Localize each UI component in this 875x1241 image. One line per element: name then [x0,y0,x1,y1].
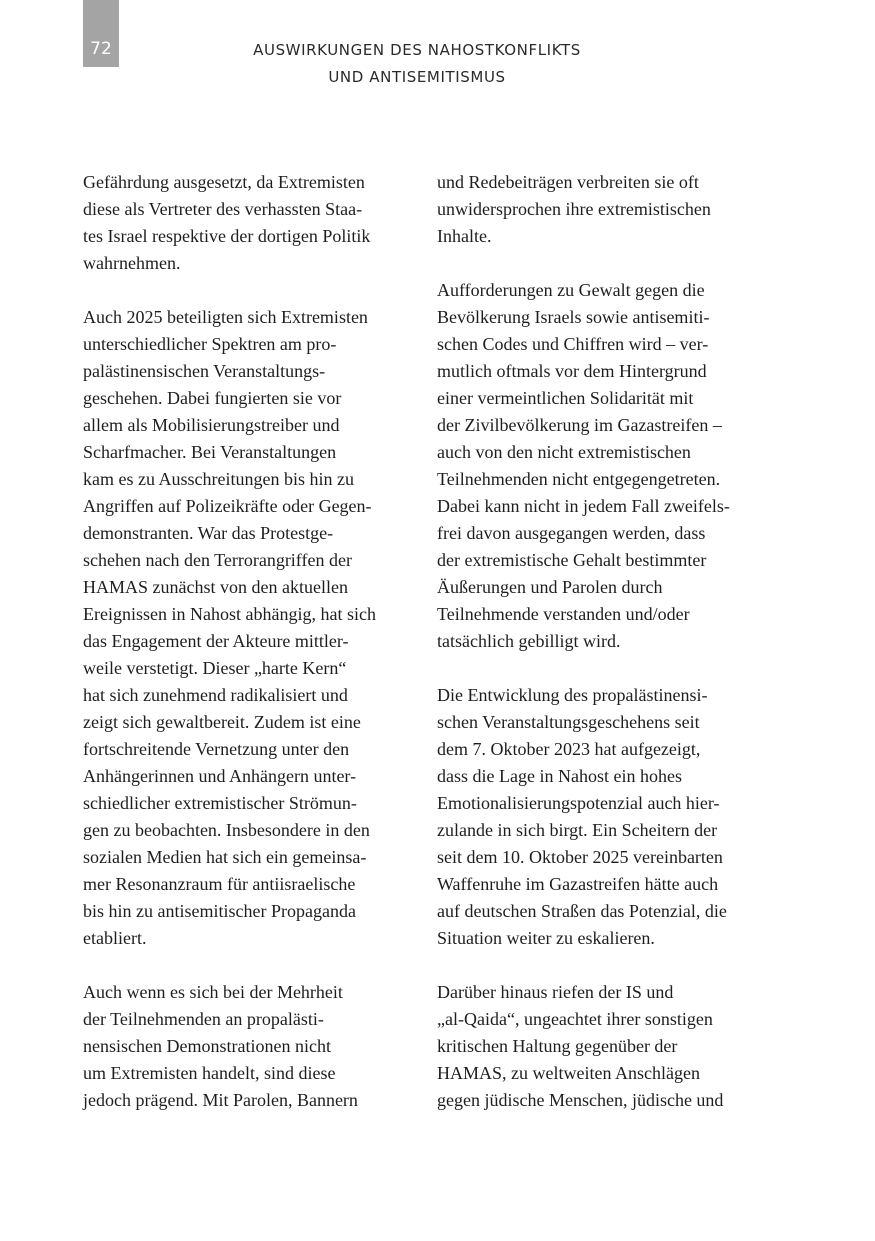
text-line: allem als Mobilisierungstreiber und [83,415,340,435]
text-line: jedoch prägend. Mit Parolen, Bannern [83,1090,358,1110]
text-line: diese als Vertreter des verhassten Staa- [83,199,363,219]
text-line: dem 7. Oktober 2023 hat aufgezeigt, [437,739,701,759]
text-line: Dabei kann nicht in jedem Fall zweifels- [437,496,730,516]
text-line: unwidersprochen ihre extremistischen [437,199,711,219]
text-line: und Redebeiträgen verbreiten sie oft [437,172,699,192]
text-line: etabliert. [83,928,147,948]
running-head-line-1: AUSWIRKUNGEN DES NAHOSTKONFLIKTS [253,41,581,59]
left-column [83,169,413,1141]
text-line: nensischen Demonstrationen nicht [83,1036,331,1056]
text-line: der Teilnehmenden an propalästi- [83,1009,324,1029]
text-line: Aufforderungen zu Gewalt gegen die [437,280,705,300]
text-line: hat sich zunehmend radikalisiert und [83,685,348,705]
body-paragraph [83,169,413,277]
page-number: 72 [83,0,119,67]
text-line: demonstranten. War das Protestge- [83,523,334,543]
text-line: Teilnehmenden nicht entgegengetreten. [437,469,721,489]
body-paragraph [437,169,767,250]
text-line: kam es zu Ausschreitungen bis hin zu [83,469,354,489]
text-line: Ereignissen in Nahost abhängig, hat sich [83,604,376,624]
text-line: „al-Qaida“, ungeachtet ihrer sonstigen [437,1009,713,1029]
text-line: tatsächlich gebilligt wird. [437,631,621,651]
text-line: zulande in sich birgt. Ein Scheitern der [437,820,718,840]
text-line: bis hin zu antisemitischer Propaganda [83,901,356,921]
text-line: tes Israel respektive der dortigen Politik [83,226,371,246]
text-line: schehen nach den Terrorangriffen der [83,550,352,570]
body-paragraph [83,979,413,1114]
text-line: unterschiedlicher Spektren am pro- [83,334,337,354]
text-line: Darüber hinaus riefen der IS und [437,982,674,1002]
text-line: Angriffen auf Polizeikräfte oder Gegen- [83,496,372,516]
text-line: Äußerungen und Parolen durch [437,577,663,597]
text-line: Auch 2025 beteiligten sich Extremisten [83,307,368,327]
text-line: mutlich oftmals vor dem Hintergrund [437,361,707,381]
text-line: Scharfmacher. Bei Veranstaltungen [83,442,337,462]
text-line: geschehen. Dabei fungierten sie vor [83,388,342,408]
text-line: Inhalte. [437,226,492,246]
text-line: Waffenruhe im Gazastreifen hätte auch [437,874,719,894]
body-paragraph [437,979,767,1114]
text-line: der extremistische Gehalt bestimmter [437,550,707,570]
text-line: schiedlicher extremistischer Strömun- [83,793,357,813]
text-line: mer Resonanzraum für antiisraelische [83,874,356,894]
text-line: Teilnehmende verstanden und/oder [437,604,690,624]
body-paragraph [437,682,767,952]
text-line: zeigt sich gewaltbereit. Zudem ist eine [83,712,361,732]
text-line: Auch wenn es sich bei der Mehrheit [83,982,343,1002]
text-line: Bevölkerung Israels sowie antisemiti- [437,307,710,327]
text-line: schen Veranstaltungsgeschehens seit [437,712,700,732]
text-line: kritischen Haltung gegenüber der [437,1036,678,1056]
text-line: einer vermeintlichen Solidarität mit [437,388,694,408]
text-line: seit dem 10. Oktober 2025 vereinbarten [437,847,723,867]
text-line: Emotionalisierungspotenzial auch hier- [437,793,720,813]
text-line: schen Codes und Chiffren wird – ver- [437,334,709,354]
text-line: Situation weiter zu eskalieren. [437,928,655,948]
right-column [437,169,767,1141]
running-head [200,37,634,91]
text-line: fortschreitende Vernetzung unter den [83,739,350,759]
text-line: gegen jüdische Menschen, jüdische und [437,1090,724,1110]
text-line: Gefährdung ausgesetzt, da Extremisten [83,172,365,192]
text-line: HAMAS, zu weltweiten Anschlägen [437,1063,700,1083]
text-line: HAMAS zunächst von den aktuellen [83,577,348,597]
text-line: wahrnehmen. [83,253,181,273]
text-line: palästinensischen Veranstaltungs- [83,361,326,381]
text-line: das Engagement der Akteure mittler- [83,631,349,651]
text-line: gen zu beobachten. Insbesondere in den [83,820,370,840]
text-line: Anhängerinnen und Anhängern unter- [83,766,357,786]
running-head-line-2: UND ANTISEMITISMUS [328,68,506,86]
text-line: weile verstetigt. Dieser „harte Kern“ [83,658,347,678]
text-line: auch von den nicht extremistischen [437,442,691,462]
text-line: der Zivilbevölkerung im Gazastreifen – [437,415,722,435]
text-line: auf deutschen Straßen das Potenzial, die [437,901,727,921]
body-paragraph [83,304,413,952]
text-line: sozialen Medien hat sich ein gemeinsa- [83,847,367,867]
text-line: dass die Lage in Nahost ein hohes [437,766,682,786]
text-line: um Extremisten handelt, sind diese [83,1063,336,1083]
body-paragraph [437,277,767,655]
text-line: Die Entwicklung des propalästinensi- [437,685,708,705]
text-line: frei davon ausgegangen werden, dass [437,523,706,543]
